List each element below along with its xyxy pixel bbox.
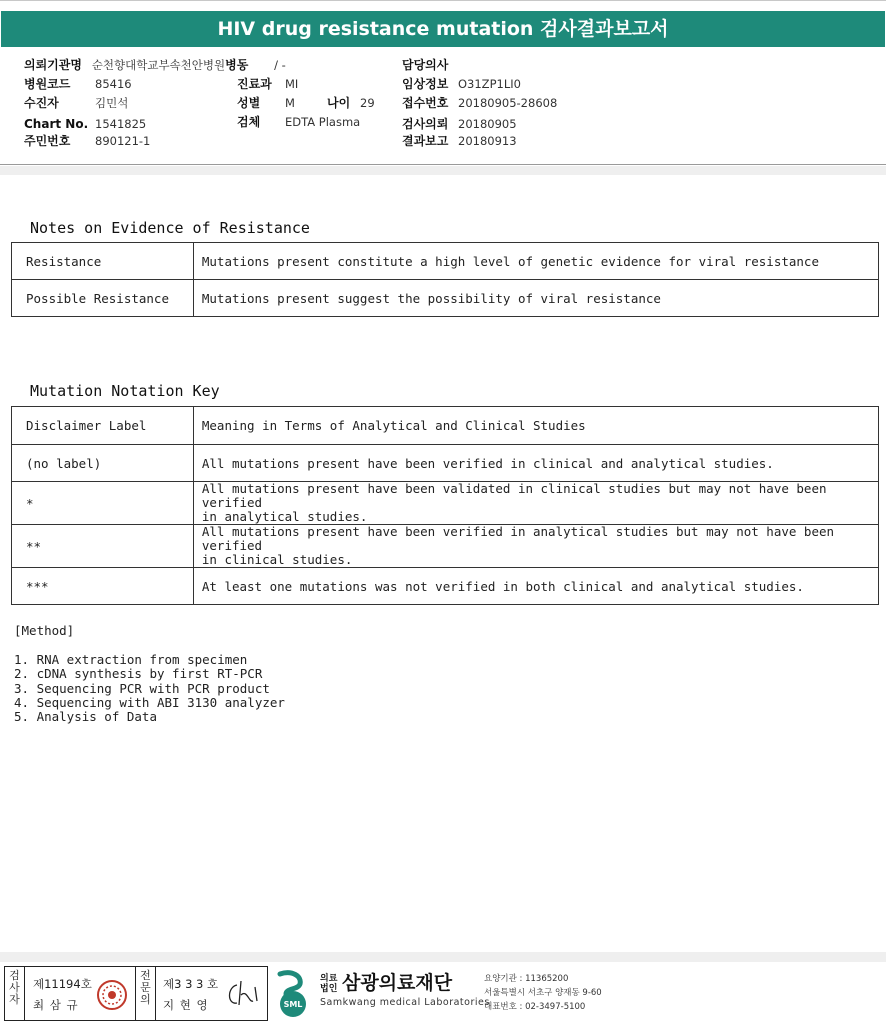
specialist-label-text: 전문의 (140, 969, 151, 1006)
examiner-label (5, 967, 25, 1020)
result-value: 20180913 (458, 134, 517, 148)
specimen-row (237, 115, 361, 129)
table-row (12, 482, 879, 525)
evidence-text-resistance: Mutations present constitute a high level of genetic evidence for viral resistance (193, 243, 878, 280)
notation-text (193, 482, 878, 525)
specialist-label (136, 967, 156, 1020)
notation-table (11, 406, 879, 605)
evidence-title: Notes on Evidence of Resistance (30, 219, 310, 237)
institution-value: 순천향대학교부속천안병원 (91, 58, 226, 72)
org-name: 삼광의료재단 (342, 972, 453, 994)
sex-row (237, 96, 295, 110)
specialist-name: 지 현 영 (163, 998, 209, 1012)
method-step: 3. Sequencing PCR with PCR product (14, 680, 270, 696)
top-border (0, 0, 886, 1)
dept-label: 진료과 (237, 77, 272, 91)
ward-value: / - (274, 58, 286, 72)
notation-text-line: in analytical studies. (201, 509, 368, 524)
name-label: 수진자 (24, 96, 59, 110)
table-row (12, 280, 879, 317)
age-value: 29 (360, 96, 375, 110)
org-english-name: Samkwang medical Laboratories (320, 997, 490, 1008)
evidence-text-possible: Mutations present suggest the possibility of viral resistance (193, 280, 878, 317)
result-label: 결과보고 (402, 134, 449, 148)
org-phone: 대표번호 : 02-3497-5100 (484, 1002, 586, 1012)
receipt-value: 20180905-28608 (458, 96, 558, 110)
notation-header-label: Disclaimer Label (12, 407, 194, 445)
org-code: 요양기관 : 11365200 (484, 974, 569, 984)
notation-text: All mutations present have been verified in clinical and analytical studies. (193, 445, 878, 482)
id-label: 주민번호 (24, 134, 71, 148)
request-value: 20180905 (458, 117, 517, 131)
sml-logo-text: SML (283, 1000, 303, 1009)
id-row (24, 134, 151, 148)
notation-text (193, 525, 878, 568)
sex-label: 성별 (237, 96, 261, 110)
evidence-label-resistance: Resistance (12, 243, 194, 280)
institution-row (24, 58, 286, 72)
table-header-row (12, 407, 879, 445)
notation-label: *** (12, 568, 194, 605)
evidence-table (11, 242, 879, 317)
doctor-label: 담당의사 (402, 58, 449, 72)
method-step: 4. Sequencing with ABI 3130 analyzer (14, 694, 285, 710)
org-address: 서울특별시 서초구 양재동 9-60 (484, 988, 602, 998)
receipt-label: 접수번호 (402, 96, 449, 110)
clinical-label: 임상정보 (402, 77, 449, 91)
ward-label: 병동 (225, 58, 249, 72)
clinical-value: O31ZP1LI0 (458, 77, 521, 91)
age-label: 나이 (327, 96, 351, 110)
examiner-seal-icon (95, 979, 129, 1011)
notation-header-text: Meaning in Terms of Analytical and Clinical Studies (193, 407, 878, 445)
dept-row (237, 77, 299, 91)
notation-label: (no label) (12, 445, 194, 482)
report-title: HIV drug resistance mutation 검사결과보고서 (1, 11, 885, 47)
notation-text-line: All mutations present have been verified in analytical studies but may not have been verified (201, 524, 835, 553)
method-step: 2. cDNA synthesis by first RT-PCR (14, 666, 263, 682)
sex-value: M (285, 96, 295, 110)
clinical-row (402, 77, 521, 91)
chart-label: Chart No. (24, 117, 89, 131)
hospital-code-row (24, 77, 132, 91)
header-divider (0, 164, 886, 165)
specimen-label: 검체 (237, 115, 261, 129)
evidence-label-possible: Possible Resistance (12, 280, 194, 317)
signature-box (4, 966, 268, 1021)
table-row (12, 568, 879, 605)
request-label: 검사의뢰 (402, 117, 449, 131)
request-row (402, 117, 517, 131)
chart-value: 1541825 (95, 117, 147, 131)
notation-label: ** (12, 525, 194, 568)
notation-text: At least one mutations was not verified in both clinical and analytical studies. (193, 568, 878, 605)
receipt-row (402, 96, 558, 110)
name-value: 김민석 (95, 96, 129, 110)
specialist-signature-icon (223, 977, 263, 1011)
notation-text-line: All mutations present have been validated in clinical studies but may not have been verified (201, 481, 827, 510)
notation-text-line: in clinical studies. (201, 552, 353, 567)
id-value: 890121-1 (95, 134, 151, 148)
hospital-code-label: 병원코드 (24, 77, 71, 91)
institution-label: 의뢰기관명 (24, 58, 82, 72)
footer-band (0, 952, 886, 962)
chart-row (24, 117, 147, 131)
method-steps (14, 653, 285, 724)
table-row (12, 243, 879, 280)
examiner-label-text: 검사자 (9, 969, 20, 1006)
org-prefix: 의료법인 (320, 974, 338, 994)
doctor-row (402, 58, 448, 72)
examiner-number: 제11194호 (33, 977, 92, 991)
method-title: [Method] (14, 623, 75, 638)
sml-logo-icon (272, 970, 314, 1018)
table-row (12, 525, 879, 568)
examiner-name: 최 삼 규 (33, 998, 79, 1012)
hospital-code-value: 85416 (95, 77, 132, 91)
method-step: 5. Analysis of Data (14, 709, 157, 725)
result-row (402, 134, 517, 148)
name-row (24, 96, 129, 110)
header-band (0, 166, 886, 175)
table-row (12, 445, 879, 482)
notation-title: Mutation Notation Key (30, 382, 220, 400)
method-step: 1. RNA extraction from specimen (14, 652, 248, 667)
age-row (327, 96, 375, 110)
notation-label: * (12, 482, 194, 525)
specimen-value: EDTA Plasma (285, 115, 361, 129)
specialist-number: 제3 3 3 호 (163, 977, 219, 991)
dept-value: MI (285, 77, 299, 91)
